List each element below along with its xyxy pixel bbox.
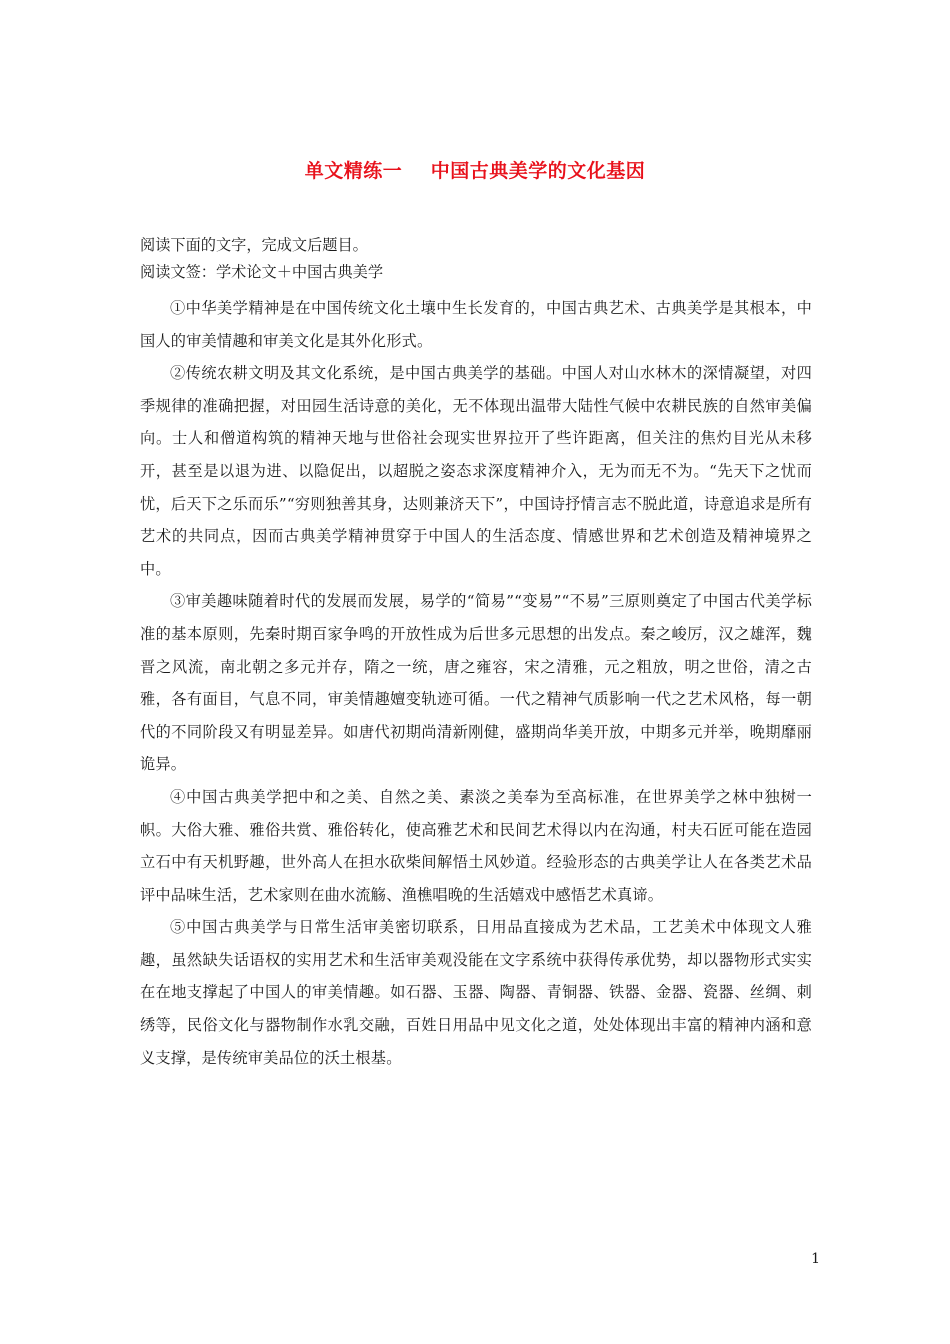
article-body	[140, 232, 812, 1074]
reading-label: 阅读文签：学术论文＋中国古典美学	[140, 263, 383, 281]
reading-instructions: 阅读下面的文字，完成文后题目。	[140, 236, 368, 254]
paragraph-1: ①中华美学精神是在中国传统文化土壤中生长发育的，中国古典艺术、古典美学是其根本，中国人的审美情趣和审美文化是其外化形式。	[140, 299, 812, 350]
paragraph-2: ②传统农耕文明及其文化系统，是中国古典美学的基础。中国人对山水林木的深情凝望，对四季规律的准确把握，对田园生活诗意的美化，无不体现出温带大陆性气候中农耕民族的自然审美偏向。士人和僧道构筑的精神天地与世俗社会现实世界拉开了些许距离，但关注的焦灼目光从未移开，甚至是以退为进、以隐促出，以超脱之姿态求深度精神介入，无为而无不为。“先天下之忧而忧，后天下之乐而乐”“穷则独善其身，达则兼济天下”，中国诗抒情言志不脱此道，诗意追求是所有艺术的共同点，因而古典美学精神贯穿于中国人的生活态度、情感世界和艺术创造及精神境界之中。	[140, 364, 812, 578]
paragraph-5: ⑤中国古典美学与日常生活审美密切联系，日用品直接成为艺术品，工艺美术中体现文人雅趣，虽然缺失话语权的实用艺术和生活审美观没能在文字系统中获得传承优势，却以器物形式实实在在地支撑起了中国人的审美情趣。如石器、玉器、陶器、青铜器、铁器、金器、瓷器、丝绸、刺绣等，民俗文化与器物制作水乳交融，百姓日用品中见文化之道，处处体现出丰富的精神内涵和意义支撑，是传统审美品位的沃土根基。	[140, 918, 812, 1067]
page-number: 1	[811, 1251, 820, 1267]
page-title: 单文精练一 中国古典美学的文化基因	[304, 160, 646, 182]
paragraph-4: ④中国古典美学把中和之美、自然之美、素淡之美奉为至高标准，在世界美学之林中独树一帜。大俗大雅、雅俗共赏、雅俗转化，使高雅艺术和民间艺术得以内在沟通，村夫石匠可能在造园立石中有天机野趣，世外高人在担水砍柴间解悟土风妙道。经验形态的古典美学让人在各类艺术品评中品味生活，艺术家则在曲水流觞、渔樵唱晚的生活嬉戏中感悟艺术真谛。	[140, 787, 812, 904]
paragraph-3: ③审美趣味随着时代的发展而发展，易学的“简易”“变易”“不易”三原则奠定了中国古代美学标准的基本原则，先秦时期百家争鸣的开放性成为后世多元思想的出发点。秦之峻厉，汉之雄浑，魏晋之风流，南北朝之多元并存，隋之一统，唐之雍容，宋之清雅，元之粗放，明之世俗，清之古雅，各有面目，气息不同，审美情趣嬗变轨迹可循。一代之精神气质影响一代之艺术风格，每一朝代的不同阶段又有明显差异。如唐代初期尚清新刚健，盛期尚华美开放，中期多元并举，晚期靡丽诡异。	[140, 592, 812, 774]
